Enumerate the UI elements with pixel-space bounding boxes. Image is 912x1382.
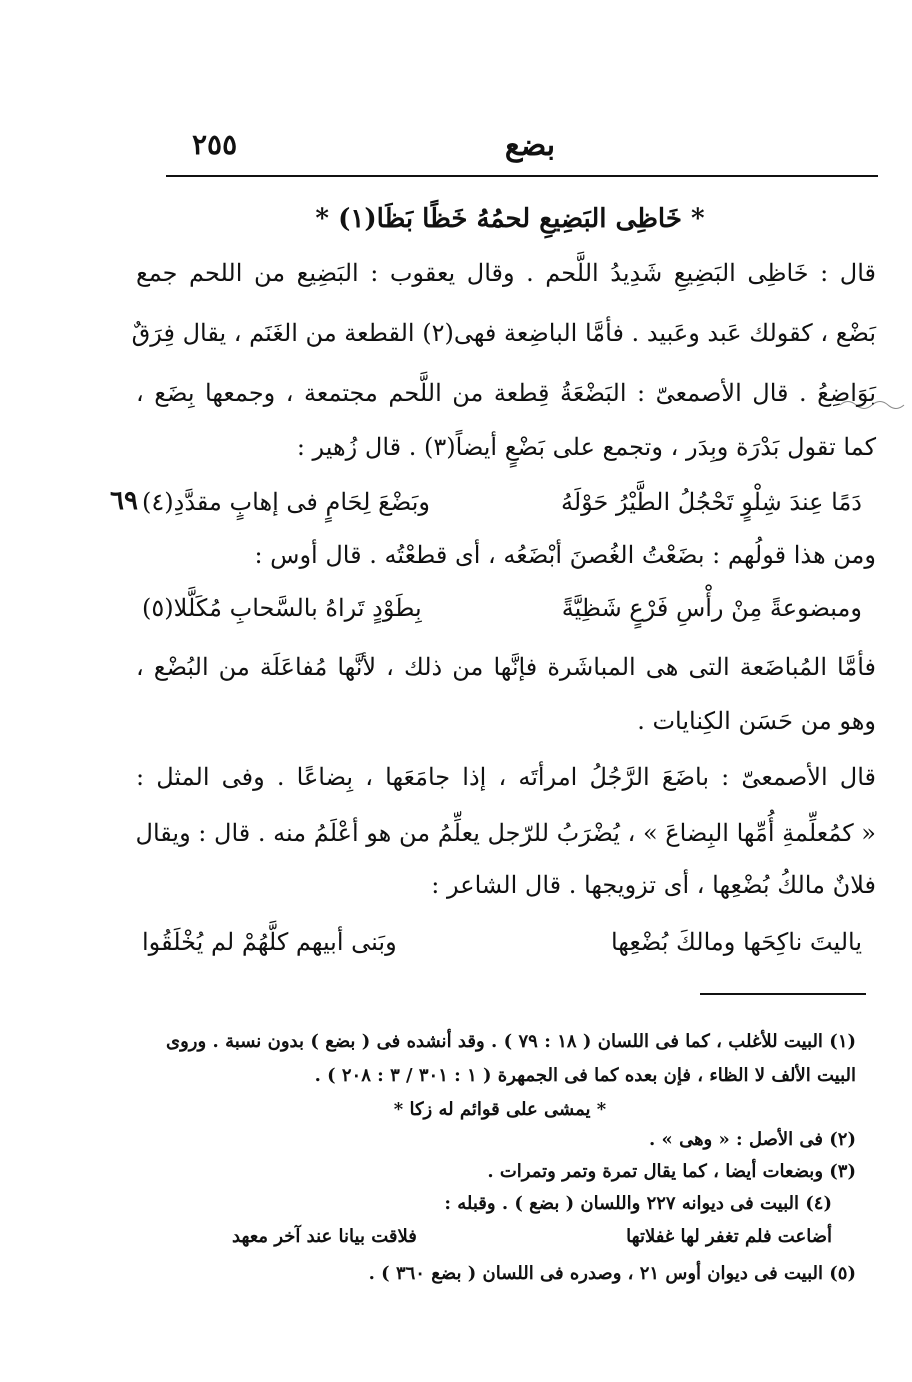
footnote-line: (٢) فى الأصل : « وهى » . [649, 1129, 856, 1150]
body-line: بَضْع ، كقولك عَبد وعَبيد . فأمَّا الباضِعة فهى(٢) القطعة من الغَنَم ، يقال فِرَقٌ [131, 319, 876, 347]
verse-hemistich-second: وبَضْعَ لِحَامٍ فى إهابٍ مقدَّدِ(٤) [142, 488, 430, 516]
footnote-verse-second: فلاقت بيانا عند آخر معهد [232, 1226, 417, 1247]
footnote-quote: * يمشى على قوائم له زكا * [393, 1099, 607, 1120]
verse-hemistich-second: بِطَوْدٍ تَراهُ بالسَّحابِ مُكَلَّلا(٥) [142, 594, 422, 622]
body-line: فأمَّا المُباضَعة التى هى المباشَرة فإنَّها من ذلك ، لأنَّها مُفاعَلَة من البُضْع ، [136, 653, 876, 681]
footnote-line: (٤) البيت فى ديوانه ٢٢٧ واللسان ( بضع ) . وقبله : [444, 1193, 832, 1214]
body-line: قال : خَاظِى البَضِيعِ شَدِيدُ اللَّحم . وقال يعقوب : البَضِيع من اللحم جمع [136, 259, 876, 287]
page-header [170, 128, 878, 172]
body-line: فلانٌ مالكُ بُضْعِها ، أى تزويجها . قال الشاعر : [431, 871, 876, 899]
verse-line [142, 924, 862, 960]
footnote-line: (٥) البيت فى ديوان أوس ٢١ ، وصدره فى اللسان ( بضع ٣٦٠ ) . [368, 1263, 856, 1284]
page-number: ٢٥٥ [192, 128, 238, 161]
margin-number: ٦٩ [110, 486, 138, 516]
footnote-rule [700, 993, 866, 995]
footnote-verse [232, 1226, 832, 1250]
body-line: قال الأصمعىّ : باضَعَ الرَّجُلُ امرأتَه ، إذا جامَعَها ، بِضاعًا . وفى المثل : [136, 763, 876, 791]
running-head: بضع [504, 128, 556, 163]
entry-heading: * خَاظِى البَضِيعِ لحمُهُ خَظًا بَظَا(١) * [315, 204, 705, 234]
footnote-line: (٣) وبضعات أيضا ، كما يقال تمرة وتمر وتمرات . [487, 1161, 856, 1182]
verse-hemistich-first: ياليتَ ناكِحَها ومالكَ بُضْعِها [610, 928, 862, 956]
footnote-line: (١) البيت للأغلب ، كما فى اللسان ( ١٨ : ٧٩ ) . وقد أنشده فى ( بضع ) بدون نسبة . وروى [166, 1031, 857, 1052]
verse-line [142, 484, 862, 520]
body-line: « كمُعلِّمةِ أُمِّها البِضاعَ » ، يُضْرَبُ للرّجل يعلِّمُ من هو أعْلَمُ منه . قال : ويقال [135, 819, 876, 847]
body-line: كما تقول بَدْرَة وبِدَر ، وتجمع على بَضْعٍ أيضاً(٣) . قال زُهير : [296, 433, 876, 461]
body-line: وهو من حَسَن الكِنايات . [637, 707, 876, 735]
body-line: ومن هذا قولُهم : بضَعْتُ الغُصنَ أبْضَعُه ، أى قطعْتُه . قال أوس : [254, 541, 876, 569]
footnote-line: البيت الألف لا الظاء ، فإن بعده كما فى الجمهرة ( ١ : ٣٠١ / ٣ : ٢٠٨ ) . [314, 1065, 856, 1086]
header-rule [166, 175, 878, 177]
body-line: بَوَاضِعُ . قال الأصمعىّ : البَضْعَةُ قِطعة من اللَّحم مجتمعة ، وجمعها بِضَع ، [136, 379, 876, 407]
verse-line [142, 590, 862, 626]
verse-hemistich-first: دَمًا عِندَ شِلْوٍ تَحْجُلُ الطَّيْرُ حَوْلَهُ [560, 488, 862, 516]
footnote-verse-first: أضاعت فلم تغفر لها غفلاتها [626, 1226, 832, 1247]
verse-hemistich-second: وبَنى أبيهم كلَّهُمْ لم يُخْلَقُوا [142, 928, 397, 956]
verse-hemistich-first: ومبضوعةً مِنْ رأْسِ فَرْعٍ شَظِيَّةً [561, 594, 862, 622]
